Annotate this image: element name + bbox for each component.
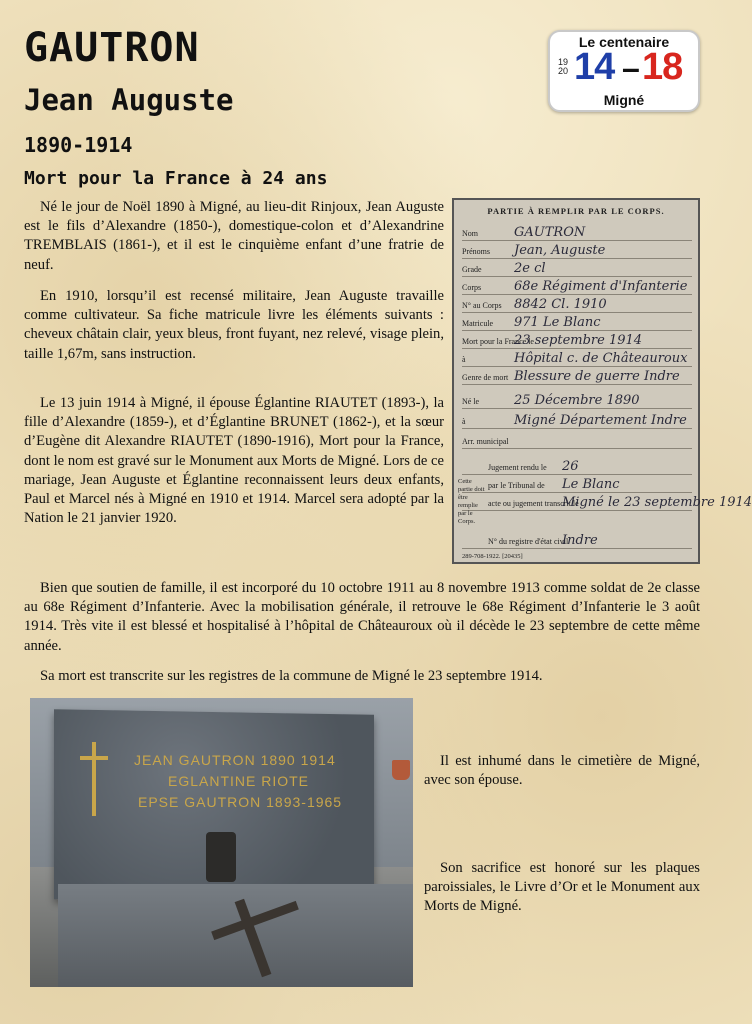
engraving-line-2: EGLANTINE RIOTE (168, 773, 310, 789)
subtitle-mort: Mort pour la France à 24 ans (24, 168, 328, 189)
logo-18: 18 (642, 46, 683, 88)
firstnames-title: Jean Auguste (24, 83, 234, 117)
paragraph-census: En 1910, lorsqu’il est recensé militaire, Jean Auguste travaille comme cultivateur. Sa fiche matricule livre les éléments suivants : cheveux châtain clair, yeux bleus, front fuyant, nez relevé, visage plein, taille 1,67m, sans instruction. (24, 288, 444, 362)
record-row (462, 330, 692, 349)
record-row (462, 294, 692, 313)
record-row-label: par le Tribunal de (488, 481, 545, 490)
record-row-label: Né le (462, 397, 480, 406)
record-row-value: Le Blanc (562, 477, 620, 492)
record-row-label: Genre de mort (462, 373, 509, 382)
record-row-value: Hôpital c. de Châteauroux (514, 351, 688, 366)
record-row-value: 68e Régiment d'Infanterie (514, 279, 688, 294)
paragraph-service: Bien que soutien de famille, il est incorporé du 10 octobre 1911 au 8 novembre 1913 comme soldat de 2e classe au 68e Régiment d’Infanterie. Avec la mobilisation générale, il retrouve le 68e Régiment d’Infanterie le 3 août 1914. Très vite il est blessé et hospitalisé à l’hôpital de Châteauroux où il décède le 23 septembre de cette même année. (24, 580, 700, 654)
record-row (462, 348, 692, 367)
record-row (462, 222, 692, 241)
record-row-value: GAUTRON (514, 225, 586, 240)
record-row-label: Corps (462, 283, 482, 292)
record-row-value: Blessure de guerre Indre (514, 369, 680, 384)
years-title: 1890-1914 (24, 133, 133, 157)
record-row-label: Arr. municipal (462, 437, 509, 446)
logo-top-text: Le centenaire (578, 34, 670, 50)
record-row (462, 410, 692, 429)
paragraph-death-record: Sa mort est transcrite sur les registres de la commune de Migné le 23 septembre 1914. (40, 668, 543, 684)
tomb-photo (30, 698, 413, 987)
logo-14: 14 (574, 46, 615, 88)
record-row-label: Mort pour la France le (462, 337, 534, 346)
record-row (462, 276, 692, 295)
logo-dash: – (622, 50, 640, 86)
flower-pot (392, 760, 410, 780)
centenaire-logo (548, 30, 700, 112)
record-row-value: 25 Décembre 1890 (514, 393, 640, 408)
record-row-label: à (462, 355, 466, 364)
tomb-slab (58, 884, 413, 987)
record-row-value: 26 (562, 459, 579, 474)
record-row-label: Prénoms (462, 247, 490, 256)
record-side-note: Cette partie doit être remplie par le Corps. (458, 478, 485, 525)
record-row (462, 390, 692, 409)
record-row (462, 430, 692, 449)
paragraph-birth: Né le jour de Noël 1890 à Migné, au lieu-dit Rinjoux, Jean Auguste est le fils d’Alexandre (1850-), domestique-colon et d’Alexandrine TREMBLAIS (1861-), et il est le cinquième enfant d’une fratrie de neuf. (24, 199, 444, 273)
record-row-value: 971 Le Blanc (514, 315, 601, 330)
record-row-value: Indre (562, 533, 598, 548)
paragraph-burial: Il est inhumé dans le cimetière de Migné, avec son épouse. (424, 753, 700, 789)
record-row (462, 474, 692, 493)
gold-cross-icon (92, 742, 96, 816)
record-row-label: Grade (462, 265, 482, 274)
logo-bottom-text: Migné (603, 92, 645, 108)
record-heading: PARTIE À REMPLIR PAR LE CORPS. (487, 206, 665, 216)
record-row (462, 312, 692, 331)
record-row-label: Nom (462, 229, 478, 238)
record-row-value: 2e cl (514, 261, 546, 276)
vase (206, 832, 236, 882)
record-row (462, 492, 752, 511)
record-row-value: Jean, Auguste (514, 243, 606, 258)
gold-cross-bar (80, 756, 108, 760)
record-footer: 289-708-1922. [20435] (462, 553, 523, 560)
record-row (462, 456, 692, 475)
paragraph-marriage: Le 13 juin 1914 à Migné, il épouse Églantine RIAUTET (1893-), la fille d’Alexandre (1859-), et d’Églantine BRUNET (1862-), et la sœur d’Eugène dit Alexandre RIAUTET (1890-1916), Mort pour la France, dont le nom est gravé sur le Monument aux Morts de Migné. Lors de ce mariage, Jean Auguste et Églantine reconnaissent leurs deux enfants, Paul et Marcel nés à Migné en 1910 et 1914. Marcel sera adopté par la Nation le 21 janvier 1920. (24, 395, 444, 527)
record-row-label: à (462, 417, 466, 426)
record-row-label: N° du registre d'état civil (488, 537, 569, 546)
military-record-card (452, 198, 752, 564)
record-row-value: 23 septembre 1914 (514, 333, 643, 348)
record-row-value: Migné Département Indre (514, 413, 687, 428)
record-row-label: Matricule (462, 319, 494, 328)
logo-20: 20 (558, 66, 569, 76)
record-row-label: Jugement rendu le (488, 463, 547, 472)
engraving-line-3: EPSE GAUTRON 1893-1965 (138, 794, 343, 810)
surname-title: GAUTRON (24, 25, 200, 71)
record-row-value: Migné le 23 septembre 1914 (562, 495, 752, 510)
record-row-value: 8842 Cl. 1910 (514, 297, 607, 312)
paragraph-honors: Son sacrifice est honoré sur les plaques paroissiales, le Livre d’Or et le Monument aux Morts de Migné. (424, 860, 700, 915)
record-row (462, 240, 692, 259)
record-row (462, 530, 692, 549)
logo-small-years (558, 58, 568, 76)
record-row (462, 366, 692, 385)
record-row (462, 258, 692, 277)
logo-19: 19 (558, 57, 569, 67)
engraving-line-1: JEAN GAUTRON 1890 1914 (134, 752, 336, 768)
record-row-label: acte ou jugement transcrit le (488, 499, 579, 508)
record-row-label: N° au Corps (462, 301, 502, 310)
